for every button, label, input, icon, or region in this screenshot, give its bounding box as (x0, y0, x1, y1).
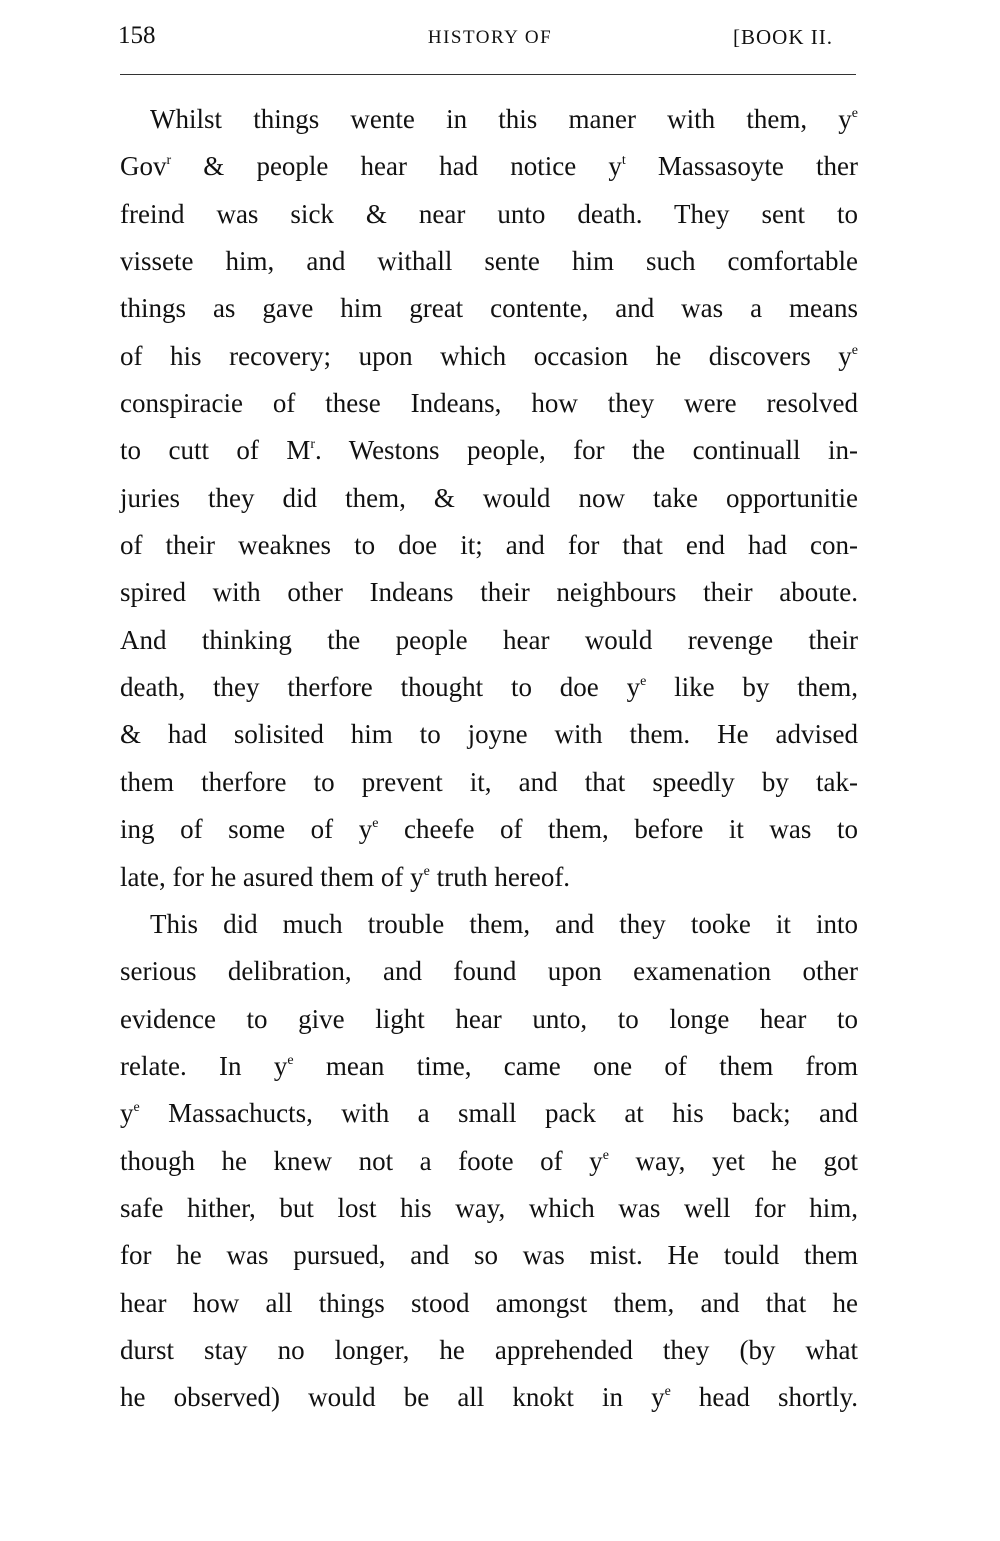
superscript: e (423, 863, 430, 879)
text-line: spired with other Indeans their neighbours their aboute. (120, 577, 858, 608)
text-line: serious delibration, and found upon examenation other (120, 956, 858, 987)
text-line: of his recovery; upon which occasion he discovers $y^e$ (120, 340, 858, 371)
text-line: he observed) would be all knokt in $y^e$ head shortly. (120, 1382, 858, 1413)
superscript: e (287, 1052, 294, 1068)
text-line: death, they therfore thought to doe $y^e$ like by them, (120, 672, 858, 703)
superscript: e (640, 674, 647, 690)
paragraph (120, 901, 858, 1422)
text-line: them therfore to prevent it, and that speedly by tak- (120, 766, 858, 797)
superscript: r (166, 153, 172, 169)
superscript: e (372, 816, 379, 832)
text-line: to cutt of $M^r$. Westons people, for the continuall in- (120, 435, 858, 466)
superscript: e (664, 1384, 671, 1400)
text-line: durst stay no longer, he apprehended they (by what (120, 1334, 858, 1365)
text-line: $y^e$ Massachucts, with a small pack at his back; and (120, 1098, 858, 1129)
text-line: Whilst things wente in this maner with them, $y^e$ (150, 104, 858, 134)
running-title: HISTORY OF (427, 27, 553, 48)
text-line: hear how all things stood amongst them, and that he (120, 1287, 858, 1318)
text-line: evidence to give light hear unto, to longe hear to (120, 1003, 858, 1034)
superscript: e (602, 1147, 609, 1163)
text-line: & had solisited him to joyne with them. He advised (120, 719, 858, 750)
text-line: relate. In $y^e$ mean time, came one of them from (120, 1050, 859, 1081)
text-line: And thinking the people hear would revenge their (120, 624, 858, 655)
text-line: conspiracie of these Indeans, how they were resolved (120, 388, 858, 419)
text-line: This did much trouble them, and they tooke it into (150, 908, 858, 939)
body-text (120, 96, 858, 1422)
superscript: e (133, 1100, 140, 1116)
text-line: things as gave him great contente, and was a means (120, 293, 858, 324)
header-rule (120, 74, 856, 75)
text-line: juries they did them, & would now take opportunitie (120, 482, 858, 513)
superscript: e (851, 342, 858, 358)
text-line: freind was sick & near unto death. They sent to (120, 198, 858, 229)
page-number: 158 (118, 22, 156, 49)
superscript: e (851, 106, 858, 121)
text-line: of their weaknes to doe it; and for that end had con- (120, 530, 858, 561)
book-label: [BOOK II. (733, 25, 833, 49)
text-line: late, for he asured them of $y^e$ truth hereof. (120, 861, 571, 892)
text-line: ing of some of $y^e$ cheefe of them, before it was to (120, 814, 858, 845)
superscript: r (310, 437, 316, 453)
text-line: safe hither, but lost his way, which was well for him, (120, 1192, 858, 1223)
text-line: Gov$^r$ & people hear had notice $y^t$ Massasoyte ther (120, 151, 858, 182)
paragraph (120, 96, 858, 901)
text-line: though he knew not a foote of $y^e$ way, yet he got (120, 1145, 859, 1176)
superscript: t (621, 153, 626, 169)
text-line: vissete him, and withall sente him such comfortable (120, 246, 858, 277)
text-line: for he was pursued, and so was mist. He tould them (120, 1240, 858, 1271)
